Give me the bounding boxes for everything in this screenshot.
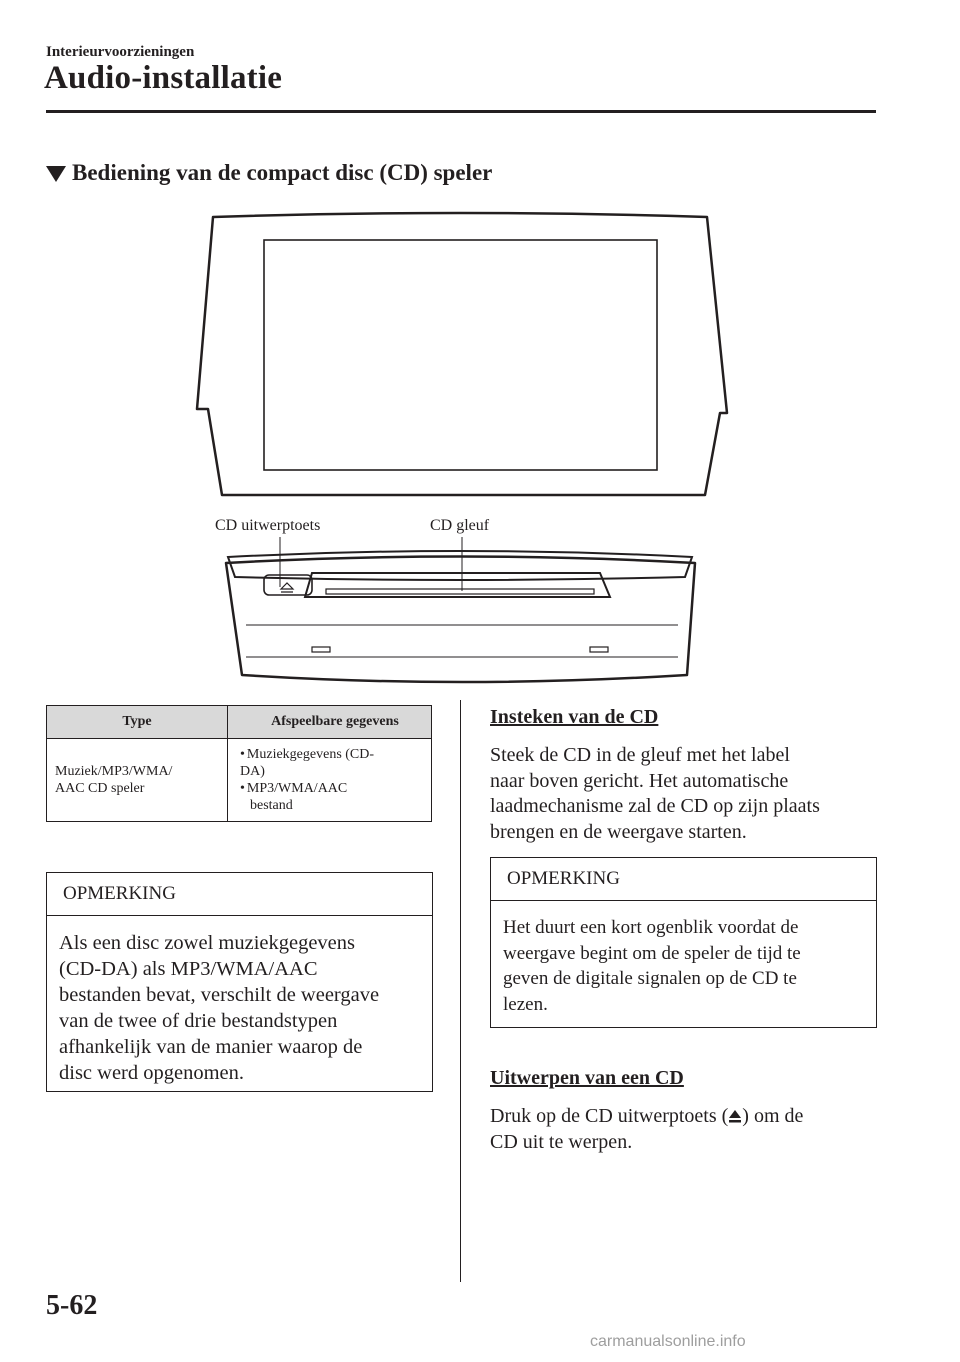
- paragraph-insert-cd: Steek de CD in de gleuf met het label naar boven gericht. Het automatische laadmechanisme zal de CD op zijn plaats brengen en de weergave starten.: [490, 744, 820, 844]
- subheading-insert-cd: Insteken van de CD: [490, 706, 659, 728]
- note-heading: OPMERKING: [47, 873, 432, 916]
- table-cell-playable-data: [228, 739, 432, 822]
- eject-icon: [728, 1108, 742, 1124]
- column-divider: [460, 700, 461, 1282]
- section-heading: [46, 160, 492, 186]
- section-title: Bediening van de compact disc (CD) speler: [72, 160, 493, 185]
- display-housing: [197, 213, 727, 495]
- cd-slot: [326, 589, 594, 594]
- note-box-playback-delay: [490, 857, 877, 1028]
- list-item-continuation: bestand: [250, 798, 293, 813]
- table-row: [47, 739, 432, 822]
- note-heading: OPMERKING: [491, 858, 876, 901]
- watermark-text: carmanualsonline.info: [590, 1333, 746, 1350]
- page-number: 5-62: [46, 1290, 98, 1321]
- cd-player-illustration: [180, 205, 740, 690]
- list-item: • MP3/WMA/AAC: [240, 781, 348, 796]
- note-body: Als een disc zowel muziekgegevens (CD-DA) als MP3/WMA/AAC bestanden bevat, verschilt de weergave van de twee of drie bestandstypen afhankelijk van de manier waarop de disc werd opgenomen.: [59, 932, 380, 1084]
- column-header-playable-data: Afspeelbare gegevens: [228, 706, 432, 739]
- header-rule: [46, 110, 876, 113]
- playable-data-table: [46, 705, 432, 822]
- type-line: AAC CD speler: [55, 781, 145, 796]
- list-item: • Muziekgegevens (CD-: [240, 747, 375, 762]
- label-cd-slot: CD gleuf: [430, 517, 490, 534]
- page-title: Audio-installatie: [44, 60, 283, 96]
- subheading-eject-cd: Uitwerpen van een CD: [490, 1067, 684, 1089]
- display-screen: [264, 240, 657, 470]
- paragraph-eject-cd: Druk op de CD uitwerptoets ( ) om de CD uit te werpen.: [490, 1105, 804, 1153]
- chapter-title: Interieurvoorzieningen: [46, 44, 195, 60]
- type-line: Muziek/MP3/WMA/: [55, 764, 173, 779]
- note-body: Het duurt een kort ogenblik voordat de weergave begint om de speler de tijd te geven de digitale signalen op de CD te lezen.: [503, 917, 801, 1015]
- triangle-bullet-icon: [46, 166, 66, 182]
- table-cell-type: [47, 739, 228, 822]
- eject-symbol-icon: [281, 583, 293, 592]
- label-cd-eject-button: CD uitwerptoets: [215, 517, 321, 534]
- note-box-disc-types: [46, 872, 433, 1092]
- list-item-continuation: DA): [240, 764, 265, 779]
- column-header-type: Type: [47, 706, 228, 739]
- table-header-row: [47, 706, 432, 739]
